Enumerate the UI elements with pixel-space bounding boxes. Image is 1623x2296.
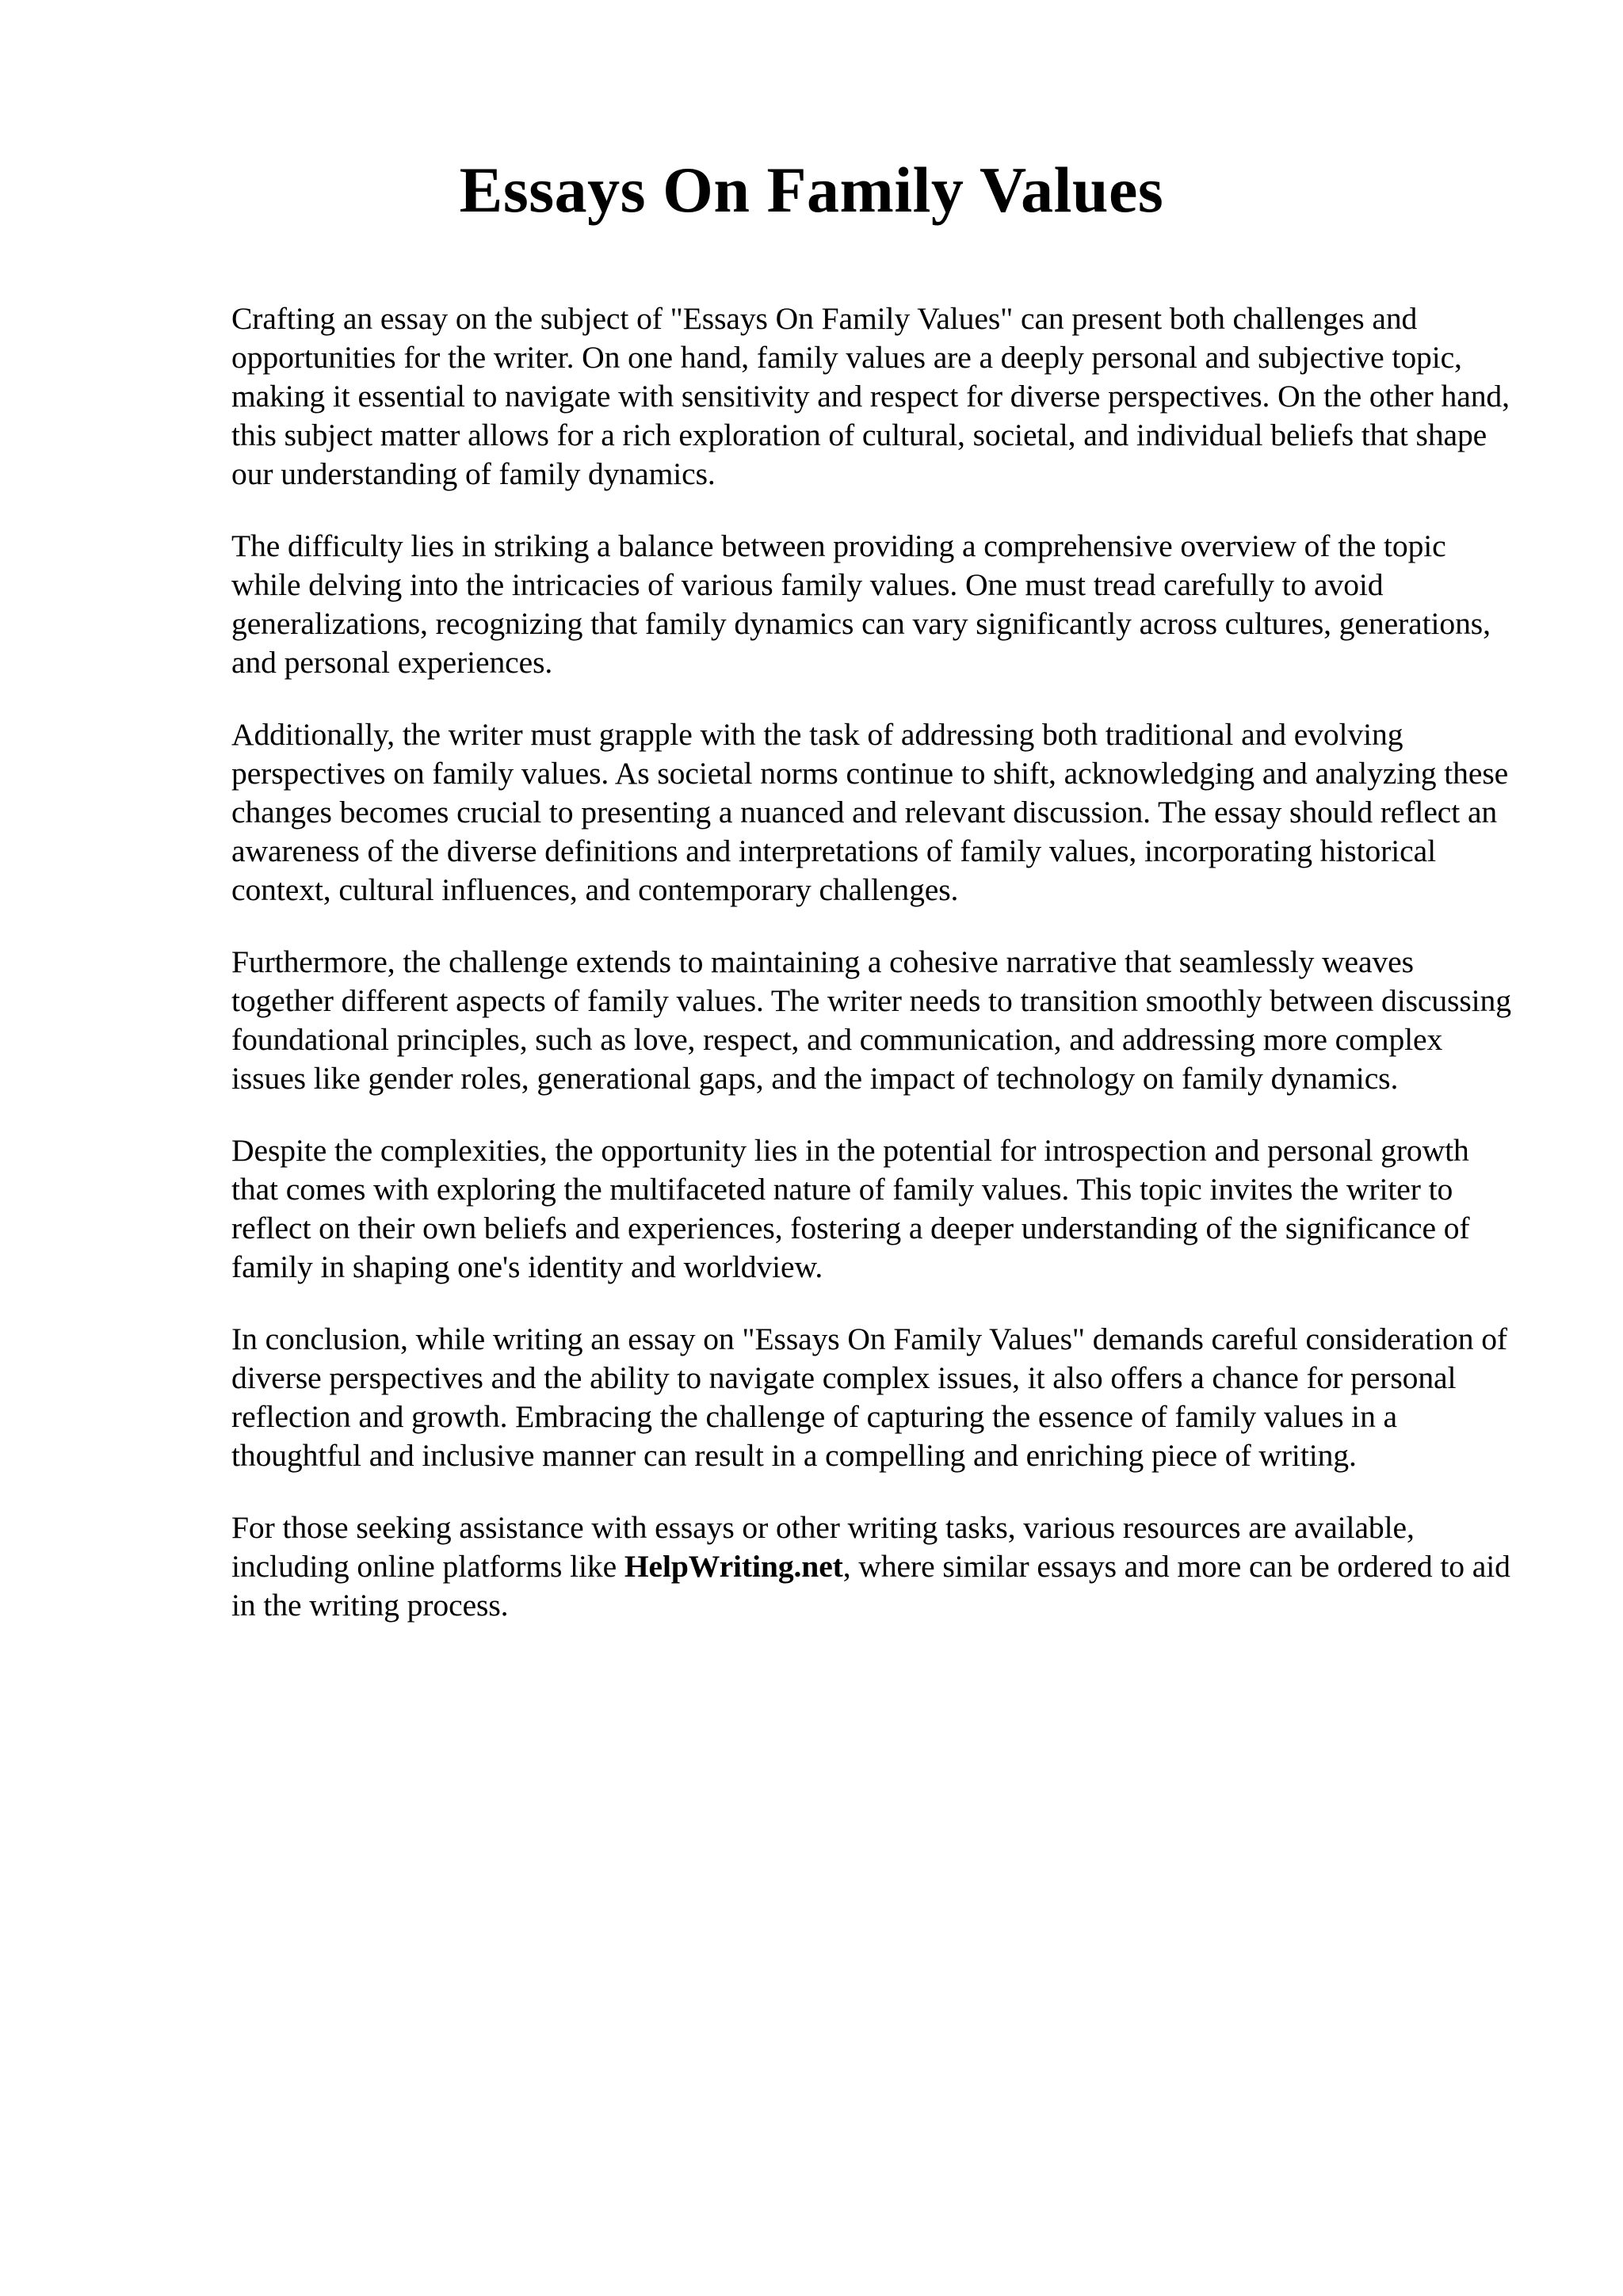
paragraph-3: Additionally, the writer must grapple with the task of addressing both traditional and evolving perspectives on family values. As societal norms continue to shift, acknowledging and analyzing these changes becomes crucial to presenting a nuanced and relevant discussion. The essay should reflect an awareness of the diverse definitions and interpretations of family values, incorporating historical context, cultural influences, and contemporary challenges. (231, 717, 1509, 907)
brand-name: HelpWriting.net (624, 1549, 843, 1584)
essay-body (231, 299, 1515, 1625)
paragraph-1: Crafting an essay on the subject of "Essays On Family Values" can present both challenges and opportunities for the writer. On one hand, family values are a deeply personal and subjective topic, making it essential to navigate with sensitivity and respect for diverse perspectives. On the other hand, this subject matter allows for a rich exploration of cultural, societal, and individual beliefs that shape our understanding of family dynamics. (231, 301, 1510, 491)
closing-text-after: , where similar essays and more can be ordered to aid in the writing process. (231, 1549, 1510, 1623)
page-title: Essays On Family Values (459, 154, 1164, 226)
paragraph-5: Despite the complexities, the opportunity lies in the potential for introspection and personal growth that comes with exploring the multifaceted nature of family values. This topic invites the writer to reflect on their own beliefs and experiences, fostering a deeper understanding of the significance of family in shaping one's identity and worldview. (231, 1133, 1470, 1284)
paragraph-6: In conclusion, while writing an essay on "Essays On Family Values" demands careful consideration of diverse perspectives and the ability to navigate complex issues, it also offers a chance for personal reflection and growth. Embracing the challenge of capturing the essence of family values in a thoughtful and inclusive manner can result in a compelling and enriching piece of writing. (231, 1322, 1507, 1473)
closing-text-before: For those seeking assistance with essays or other writing tasks, various resources are available, including online platforms like (231, 1510, 1415, 1584)
paragraph-2: The difficulty lies in striking a balance between providing a comprehensive overview of the topic while delving into the intricacies of various family values. One must tread carefully to avoid generalizations, recognizing that family dynamics can vary significantly across cultures, generations, and personal experiences. (231, 528, 1491, 680)
paragraph-4: Furthermore, the challenge extends to maintaining a cohesive narrative that seamlessly weaves together different aspects of family values. The writer needs to transition smoothly between discussing foundational principles, such as love, respect, and communication, and addressing more complex issues like gender roles, generational gaps, and the impact of technology on family dynamics. (231, 944, 1511, 1096)
closing-paragraph (231, 1508, 1515, 1625)
